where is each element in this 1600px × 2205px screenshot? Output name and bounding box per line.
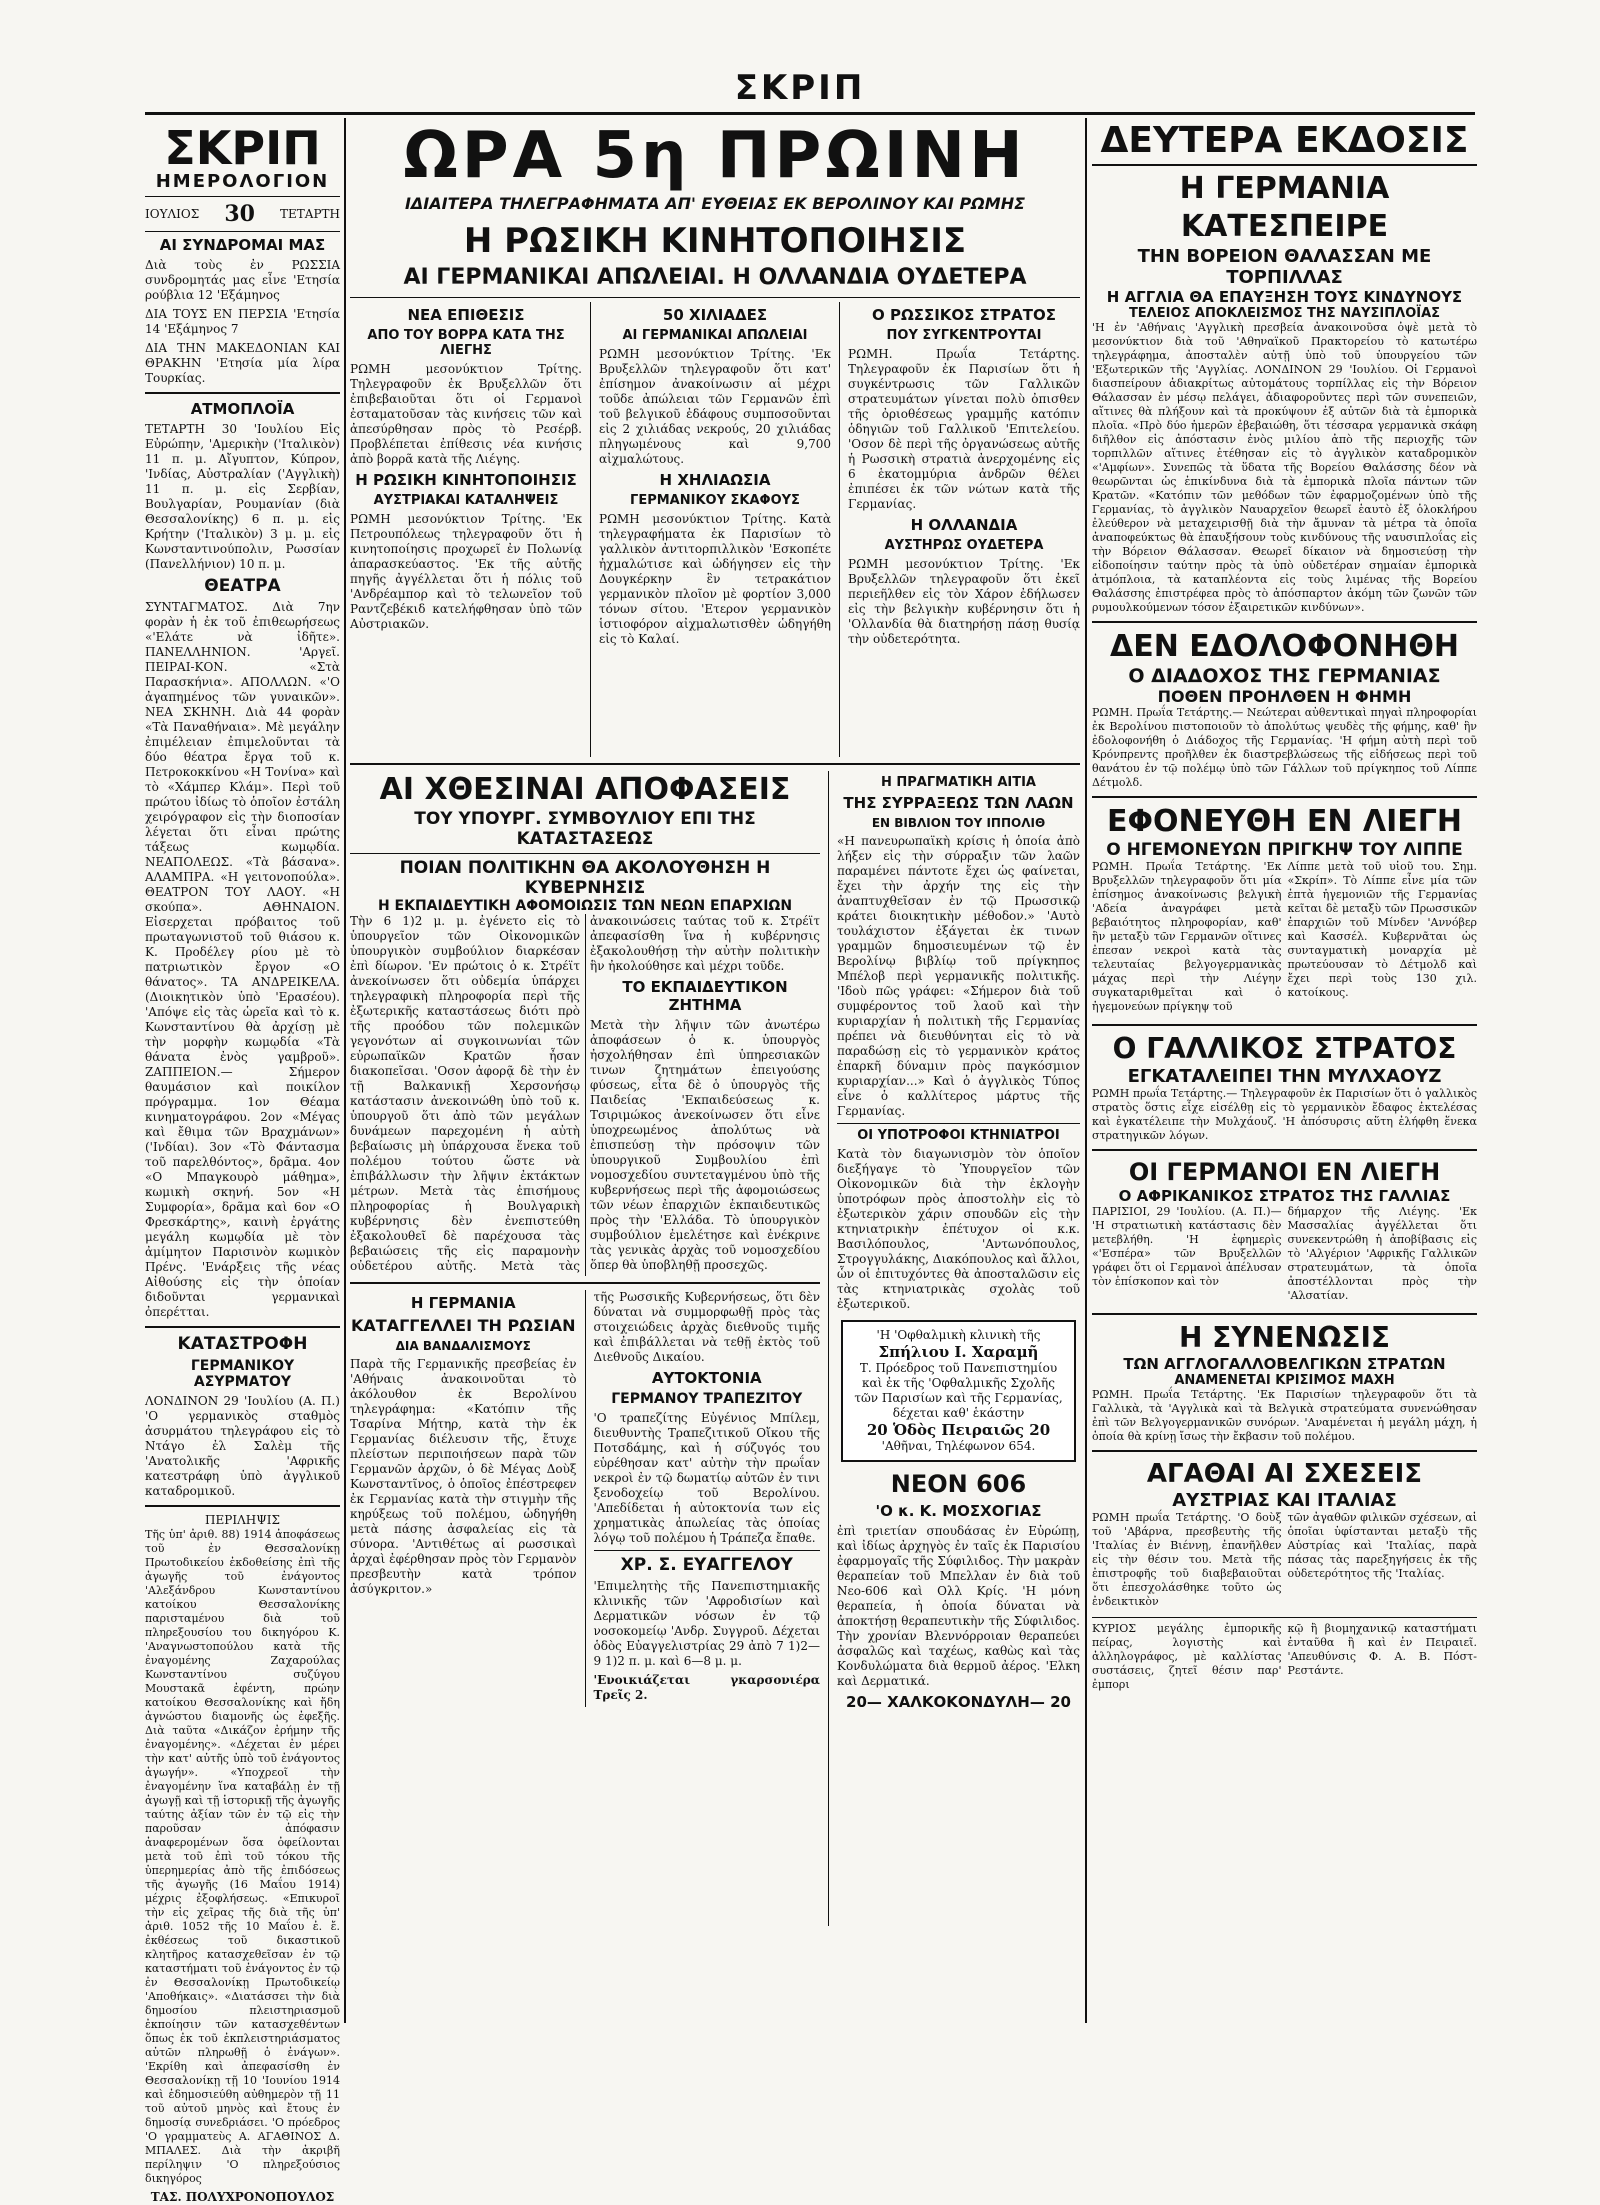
masthead-rule: [145, 112, 1475, 115]
article-heading: Η ΓΕΡΜΑΝΙΑ: [410, 1293, 516, 1312]
article-text: ΡΩΜΗ πρωΐα Τετάρτης.— Τηλεγραφοῦν ἐκ Παρισίων ὅτι ὁ γαλλικὸς στρατὸς ὅστις εἶχε εἰσέλθῃ εἰς τὸ γερμανικὸν ἔδαφος ἐκτελέσας καὶ ἐγκατέλειπε τὴν Μυλχάουζ. 'Η ἀπόσυρσις αὕτη ἐλήφθη ἕνεκα στρατηγικῶν λόγων.: [1092, 1087, 1477, 1142]
article-text: Μετὰ τὴν λῆψιν τῶν ἀνωτέρω ἀποφάσεων ὁ κ. ὑπουργὸς ἠσχολήθησαν ἐπὶ ὑπηρεσιακῶν τινων ζητημάτων ἐπειγούσης φύσεως, εἶτα δὲ ὁ ὑπουργὸς τῆς Παιδείας 'Εκπαιδεύσεως κ. Τσιριμώκος ἀνεκοίνωσεν ὅτι εἶνε ὑποχρεωμένος ἀπολύτως νὰ ἐπισπεύσῃ τὴν πρόσοψιν τῶν ὑπουργικοῦ Συμβουλίου ἐπὶ νομοσχεδίου συντεταγμένου ὑπὸ τῆς κυβερνήσεως περὶ τῆς ἀφομοιώσεως τῶν νέων ἐπαρχιῶν ἐκπαιδευτικῶς πρὸς τὴν 'Ελλάδα. Τὸ ὑπουργικὸν συμβούλιον ἐμελέτησε καὶ ἐνέκρινε τὰς γενικὰς ἀρχὰς τοῦ νομοσχεδίου ὅπερ θὰ ὑποβληθῇ προσεχῶς.: [590, 1018, 820, 1272]
advert-name: Σπήλιου Ι. Χαραμῆ: [878, 1343, 1039, 1361]
article-text: Λίππε μετὰ τοῦ υἱοῦ του. Σημ. «Σκρίπ». Τὸ Λίππε εἶνε μία τῶν ἐπτὰ ἡγεμονιῶν τῆς Γερμανίας κεῖται δὲ μεταξὺ τῶν Πρωσσικῶν ἐπαρχιῶν τοῦ Μίνδεν 'Αννόβερ καὶ Κασσέλ. Κυβερνᾶται ὡς συνταγματικὴ μοναρχία μὲ πρωτεύουσαν τὸ Δέτμολδ καὶ ἔχει περὶ τοὺς 130 χιλ. κατοίκους.: [1287, 860, 1477, 999]
main-headline: Η ΡΩΣΙΚΗ ΚΙΝΗΤΟΠΟΙΗΣΙΣ: [463, 221, 967, 261]
subscriptions-heading: ΑΙ ΣΥΝΔΡΟΜΑΙ ΜΑΣ: [159, 236, 326, 254]
article-headline: ΕΦΟΝΕΥΘΗ ΕΝ ΛΙΕΓΗ: [1106, 804, 1463, 839]
article-subheadline: ΤΩΝ ΑΓΓΛΟΓΑΛΛΟΒΕΛΓΙΚΩΝ ΣΤΡΑΤΩΝ: [1123, 1355, 1446, 1373]
article-text: ΡΩΜΗ. Πρωΐα Τετάρτης. 'Εκ Βρυξελλῶν τηλεγραφοῦν ὅτι μία ἐπίσημος ἀνακοίνωσις βελγικὴ 'Αδεία ἀναγράφει μετὰ βεβαιότητος πληροφορίαν, καθ' ἣν μεταξὺ τῶν Γερμανῶν οἵτινες ἐπεσαν νεκροὶ κατὰ τὰς τελευταίας βελγογερμανικὰς μάχας περὶ τὴν Λιέγην συγκαταριθμεῖται καὶ ὁ ἡγεμονεύων πρίγκηψ τοῦ: [1092, 860, 1282, 1013]
theatre-text: ΣΥΝΤΑΓΜΑΤΟΣ. Διὰ 7ην φορὰν ἡ ἐκ τοῦ ἐπιθεωρήσεως «'Ελάτε νὰ ἰδῆτε». ΠΑΝΕΛΛΗΝΙΟΝ. 'Αργεῖ. ΠΕΙΡΑΙ-ΚΟΝ. «Στὰ Παρασκήνια». ΑΠΟΛΛΩΝ. «'Ο ἀγαπημένος τῶν γυναικῶν». ΝΕΑ ΣΚΗΝΗ. Διὰ 44 φορὰν «Τὰ Παναθήναια». Μὲ μεγάλην ἐπιμέλειαν ἐπιμελοῦνται τὰ δύο θέατρα ἔργα τοῦ κ. Πετροκοκκίνου «Η Τονίνα» καὶ τὸ «Χάμπερ Κλάμ». Περὶ τοῦ πρώτου ἰδίως τὸ ὁποῖον ἐστάλη χειρόγραφον εἰς τὴν διοποσίαν λέγεται ὅτι εἶναι πρώτης τάξεως κωμῳδία. ΝΕΑΠΟΛΕΩΣ. «Τὰ βάσανα». ΑΛΑΜΠΡΑ. «Η γειτονοπούλα». ΘΕΑΤΡΟΝ ΤΟΥ ΛΑΟΥ. «Η σκούπα». ΑΘΗΝΑΙΟΝ. Εἰσερχεται πρόβαιτος τοῦ πρωταγωνιστοῦ τοῦ θιάσου κ. Κ. Προδέλεγ ρίου μὲ τὸ πατριωτικὸν ἔργον «Ο θάνατος». ΤΑ ΑΝΔΡΕΙΚΕΛΑ. (Διοικητικὸν ὑπὸ 'Ερασέου). 'Απόψε εἰς τὰς ὡρεῖα καὶ τὸ κ. Κωνσταντίνου θὰ ἀρχίσῃ μὲ τὴν μορφὴν κωμῳδία «Τὰ θάνατα ἐνὸς γαμβροῦ». ΖΑΠΠΕΙΟΝ.— Σήμερον θαυμάσιον καὶ ποικίλον πρόγραμμα. 1ον Θέαμα κινηματογράφου. 2ον «Μέγας καὶ ἔθιμα τῶν Βραχμάνων» ('Ινδίαι). 3ον «Τὸ Φάντασμα τοῦ παρελθόντος», δρᾶμα. 4ον «Ο Μπαγκουρὸ μάθημα», κωμικὴ σκηνή. 5ον «Η Συμφορία», δρᾶμα καὶ 6ον «Ο Φρεσκάρτης», καινὴ ἐργάτης μεγάλη κωμῳδία μὲ τὸν ἀμίμητον Παρισινὸν κωμικὸν Πρένς. 'Ενάρξεις τῆς νέας Αἰθούσης εἰς τὴν ὁποίαν διδοῦνται γερμανικαὶ ὀπερέτται.: [145, 600, 340, 1319]
article-subheading: ΕΝ ΒΙΒΛΙΟΝ ΤΟΥ ΙΠΠΟΛΙΘ: [871, 816, 1046, 830]
calendar-title: ΣΚΡΙΠ: [164, 121, 321, 175]
article-subheading: ΤΟ ΕΚΠΑΙΔΕΥΤΙΚΟΝ ΖΗΤΗΜΑ: [622, 978, 788, 1014]
article-subheadline: Η ΑΓΓΛΙΑ ΘΑ ΕΠΑΥΞΗΣΗ ΤΟΥΣ ΚΙΝΔΥΝΟΥΣ: [1106, 288, 1463, 306]
notice-signature: ΤΑΣ. ΠΟΛΥΧΡΟΝΟΠΟΥΛΟΣ: [150, 2190, 335, 2204]
article-text: ΡΩΜΗ μεσονύκτιον Τρίτης. 'Εκ Πετρουπόλεως τηλεγραφοῦν ὅτι ἡ κινητοποίησις προχωρεῖ ἐν Πολωνίᾳ ἀπαρασκεύαστος. 'Εκ τῆς αὐτῆς πηγῆς ἀγγέλλεται ὅτι ἡ πόλις τοῦ 'Ανδρέαμπορ καὶ τὸ τελωνεῖον τοῦ Ραντζεβέκιδ κατελήφθησαν ὑπὸ τῶν Αὐστριακῶν.: [350, 512, 582, 631]
left-column: [145, 121, 340, 2204]
banner-subheadline: ΙΔΙΑΙΤΕΡΑ ΤΗΛΕΓΡΑΦΗΜΑΤΑ ΑΠ' ΕΥΘΕΙΑΣ ΕΚ ΒΕΡΟΛΙΝΟΥ ΚΑΙ ΡΩΜΗΣ: [404, 194, 1026, 213]
center-column: [350, 118, 1080, 2023]
advert-text: 'Ενοικιάζεται γκαρσονιέρα Τρεῖς 2.: [593, 1672, 820, 1702]
article-headline: ΟΙ ΓΕΡΜΑΝΟΙ ΕΝ ΛΙΕΓΗ: [1128, 1158, 1441, 1186]
article-german-losses: [599, 302, 831, 757]
article-text: ΠΑΡΙΣΙΟΙ, 29 'Ιουλίου. (Α. Π.)— 'Η στρατιωτικὴ κατάστασις δὲν μετεβλήθη. 'Η ἐφημερὶς «'Εσπέρα» τῶν Βρυξελλῶν γράφει ὅτι οἱ Γερμανοὶ ἀπέλυσαν τὸν ἐπίσκοπον καὶ τὸν: [1092, 1205, 1282, 1288]
advert-address: 20 Ὁδὸς Πειραιῶς 20: [866, 1421, 1051, 1439]
article-heading: ΟΙ ΥΠΟΤΡΟΦΟΙ ΚΤΗΝΙΑΤΡΟΙ: [857, 1128, 1060, 1143]
article-heading: Η ΡΩΣΙΚΗ ΚΙΝΗΤΟΠΟΙΗΣΙΣ: [355, 471, 577, 489]
article-text: Τὴν 6 1)2 μ. μ. ἐγένετο εἰς τὸ ὑπουργεῖον τῶν Οἰκονομικῶν ὑπουργικὸν συμβούλιον διαρκέσαν ἐπὶ δίωρον. 'Εν πρώτοις ὁ κ. Στρέϊτ ἀνεκοίνωσεν ὅτι οὐδεμία ὑπάρχει τηλεγραφικὴ πληροφορία περὶ τῆς ἐξωτερικῆς καταστάσεως διότι πρὸ τῆς προόδου τῶν πολεμικῶν γεγονότων αἱ συγκοινωνίαι τῶν εὐρωπαϊκῶν Κρατῶν ἦσαν διακοπεῖσαι. 'Οσον ἀφορᾷ δὲ τὴν ἐν τῇ Βαλκανικῇ Χερσονήσῳ κατάστασιν ἀνεκοινώθη ὑπὸ τοῦ κ. ὑπουργοῦ ὅτι ἀπὸ τῶν μεγάλων δυνάμεων παρεχομένη ἡ αὐτὴ βεβαίωσις μὴ ὑπάρχουσα ἕνεκα τοῦ πολέμου τούτου ὥστε νὰ ἐπιβάλλωσιν τὴν λῆψιν ἐκτάκτων μέτρων. Μετὰ τὰς ἐπισήμους πληροφορίας ἡ Βουλγαρικὴ κυβέρνησις δὲν ἐνεπιστεύθη ἐξακολουθεῖ δὲ παρέχουσα τὰς βεβαιώσεις τῆς εἰς παραμονὴν οὐδετέρου αὐτῆς. Μετὰ τὰς ἀνακοινώσεις ταύτας τοῦ κ. Στρέϊτ ἀπεφασίσθη ἵνα ἡ κυβέρνησις ἐξακολουθήσῃ τὴν αὐτὴν πολιτικὴν ἣν ἠκολούθησε καὶ μέχρι τοῦδε.: [350, 914, 820, 1273]
advert-address: 20— ΧΑΛΚΟΚΟΝΔΥΛΗ— 20: [846, 1693, 1071, 1711]
wire-subheading: ΓΕΡΜΑΝΙΚΟΥ ΑΣΥΡΜΑΤΟΥ: [190, 1358, 295, 1390]
advert-text: 'Επιμελητὴς τῆς Πανεπιστημιακῆς κλινικῆς τῶν 'Αφροδισίων καὶ Δερματικῶν νόσων ἐν τῷ νοσοκομείῳ 'Ανδρ. Συγγροῦ. Δέχεται ὁδὸς Εὐαγγελιστρίας 29 ἀπὸ 7 1)2—9 1)2 π. μ. καὶ 6—8 μ. μ.: [593, 1578, 820, 1668]
clinic-advert: [841, 1320, 1076, 1462]
article-text: ΡΩΜΗ μεσονύκτιον Τρίτης. Τηλεγραφοῦν ἐκ Βρυξελλῶν ὅτι ἐπιβεβαιοῦται ὅτι οἱ Γερμανοὶ ἐσταματοῦσαν τὰς κινήσεις τῶν καὶ ἀπεσύρθησαν πρὸς τὸ Ρεσέρβ. Προβλέπεται ἐπίθεσις νέα κινήσις ἀπὸ βορρᾶ κατὰ τῆς Λιέγης.: [350, 362, 582, 466]
article-banker-suicide: [594, 1290, 821, 1707]
article-headline: Η ΣΥΝΕΝΩΣΙΣ: [1178, 1321, 1391, 1354]
article-text: «Η πανευρωπαϊκὴ κρίσις ἡ ὁποία ἀπὸ λήξεν εἰς τὴν σύρραξιν τῶν λαῶν παραμένει πάντοτε ἔχει ὡς φαίνεται, ἔχει τὴν ἀρχήν της εἰς τὴν ἀναπτυχθεῖσαν ἐν τῷ Πρωσσικῷ κράτει διοικητικὴν μέθοδον.» 'Αυτὸ τουλάχιστον ἐξάγεται ἐκ τινων γραμμῶν δημοσιευμένων τῷ ἐν Βερολίνῳ βιβλίῳ τοῦ πρίγκηπος Μπέλοβ περὶ γερμανικῆς πολιτικῆς. 'Ιδοὺ πῶς γράφει: «Σήμερον διὰ τοῦ συμφέροντος τοῦ λαοῦ καὶ τὴν κυριαρχίαν ἡ πολιτικὴ τῆς Γερμανίας πρέπει νὰ διευθύνηται εἰς τὸ νὰ παραδώσῃ εἰς τὸ γερμανικὸν κράτος ἐπαρκῆ δύναμιν πρὸς παγκόσμιον κυριαρχίαν...» Καὶ ὁ ἀγγλικὸς Τύπος εἶνε ὁ καλλίτερος μάρτυς τῆς Γερμανίας.: [837, 834, 1080, 1118]
calendar-subtitle: ΗΜΕΡΟΛΟΓΙΟΝ: [155, 171, 330, 192]
article-text: 'Ο τραπεζίτης Εὐγένιος Μπίλεμ, διευθυντὴς Τραπεζιτικοῦ Οἴκου τῆς Ποτσδάμης, καὶ ἡ σύζυγός του εὑρέθησαν κατ' αὐτὴν τὴν πρωΐαν νεκροὶ ἐν τῷ δωματίῳ αὐτῶν ἐν τινι ξενοδοχείῳ τοῦ Βερολίνου. 'Απεδίδεται ἡ αὐτοκτονία των εἰς χρηματικὰς ἀπωλείας τὰς ὁποίας λόγῳ τοῦ πολέμου ἡ Τράπεζα ἔπαθε.: [593, 1410, 820, 1545]
article-heading: Η ΠΡΑΓΜΑΤΙΚΗ ΑΙΤΙΑ: [880, 775, 1036, 790]
notice-heading: ΠΕΡΙΛΗΨΙΣ: [205, 1513, 280, 1527]
article-headline: ΑΓΑΘΑΙ ΑΙ ΣΧΕΣΕΙΣ: [1146, 1459, 1423, 1489]
notice-text: Τῆς ὑπ' ἀριθ. 88) 1914 ἀποφάσεως τοῦ ἐν Θεσσαλονίκῃ Πρωτοδικείου ἐκδοθείσης ἐπὶ τῆς ἀγωγῆς τοῦ ἐνάγοντος 'Αλεξάνδρου Κωνσταντίνου κατοίκου Θεσσαλονίκης παρισταμένου διὰ τοῦ πληρεξουσίου του δικηγόρου Κ. 'Αναγνωστοπούλου κατὰ τῆς ἐναγομένης Ζαχαρούλας Κωνσταντίνου συζύγου Μουστακᾶ ἐφέντη, πρώην κατοίκου Θεσσαλονίκης καὶ ἤδη ἀγνώστου διαμονῆς ὡς ἐφεξῆς. Διὰ ταῦτα «Δικάζον ἐρήμην τῆς ἐναγομένης». «Δέχεται ἐν μέρει τὴν κατ' αὐτῆς ὑπὸ τοῦ ἐνάγοντος ἀγωγήν». «Υποχρεοῖ τὴν ἐναγομένην ἵνα καταβάλῃ ἐν τῇ ἀγωγῇ καὶ τῇ ἱστορικῇ τῆς ἀγωγῆς ταύτης ἀξίαν τῶν ἐν τῷ εἰς τὴν παροῦσαν ἀπόφασιν ἀναφερομένων ὅσα ὀφείλονται μετὰ τοῦ ἐπὶ τοῦ τόκου τῆς ὑπερημερίας ἀπὸ τῆς ἐπιδόσεως τῆς ἀγωγῆς (16 Μαΐου 1914) μέχρις ἐξοφλήσεως. «Επικυροῖ τὴν εἰς χεῖρας τῆς διὰ τῆς ὑπ' ἀριθ. 1052 τῆς 10 Μαΐου ἐ. ἔ. ἐκθέσεως τοῦ δικαστικοῦ κλητῆρος κατασχεθεῖσαν ἐν τῷ καταστήματι τοῦ ἐνάγοντος ἐν τῷ ἐν Θεσσαλονίκῃ Πρωτοδικείῳ 'Αποθήκαις». «Διατάσσει τὴν διὰ δημοσίου πλειστηριασμοῦ ἐκποίησιν τῶν κατασχεθέντων ὅπως ἐκ τοῦ ἐκπλειστηριάσματος αὐτῶν πληρωθῇ ὁ ἐνάγων». 'Εκρίθη καὶ ἀπεφασίσθη ἐν Θεσσαλονίκῃ τῇ 10 'Ιουνίου 1914 καὶ ἐδημοσιεύθη αὐθημερὸν τῇ 11 τοῦ αὐτοῦ μηνὸς καὶ ἔτους ἐν δημοσίᾳ συνεδριάσει. 'Ο πρόεδρος 'Ο γραμματεὺς Α. ΑΓΑΘΙΝΟΣ Δ. ΜΠΑΛΕΣ. Διὰ τὴν ἀκριβῆ περίληψιν 'Ο πληρεξούσιος δικηγόρος: [145, 1528, 340, 2185]
article-heading: ΤΗΣ ΣΥΡΡΑΞΕΩΣ ΤΩΝ ΛΑΩΝ: [843, 794, 1074, 812]
article-heading: Η ΧΗΛΙΑΩΣΙΑ: [659, 471, 771, 489]
advert-heading: ΧΡ. Σ. ΕΥΑΓΓΕΛΟΥ: [620, 1554, 793, 1575]
article-subheadline: ΠΟΘΕΝ ΠΡΟΗΛΘΕΝ Η ΦΗΜΗ: [1157, 687, 1412, 706]
banner-headline: ΩΡΑ 5η ΠΡΩΙΝΗ: [403, 119, 1027, 193]
article-subheadline: ΤΗΝ ΒΟΡΕΙΟΝ ΘΑΛΑΣΣΑΝ ΜΕ ΤΟΡΠΙΛΛΑΣ: [1137, 246, 1432, 288]
column-divider: [1085, 118, 1087, 2023]
article-text: ΡΩΜΗ. Πρωΐα Τετάρτης. Τηλεγραφοῦν ἐκ Παρισίων ὅτι ἡ συγκέντρωσις τῶν Γαλλικῶν στρατευμάτων γίνεται πολὺ ὀπισθεν τῆς ὀριοθέσεως γραμμῆς κατόπιν ὁδηγιῶν τοῦ Γαλλικοῦ 'Επιτελείου. 'Οσον δὲ περὶ τῆς ὀργανώσεως αὐτῆς ἡ Ρωσσικὴ στρατιὰ ἀνερχομένης εἰς 6 ἑκατομμύρια ἀνδρῶν θέλει ἐπιπέσει ἐκ τῶν νώτων κατὰ τῆς Γερμανίας.: [848, 347, 1080, 511]
article-subheading: ΑΠΟ ΤΟΥ ΒΟΡΡΑ ΚΑΤΑ ΤΗΣ ΛΙΕΓΗΣ: [367, 328, 565, 358]
article-subheading: ΠΟΥ ΣΥΓΚΕΝΤΡΟΥΤΑΙ: [886, 328, 1042, 343]
wire-text: ΛΟΝΔΙΝΟΝ 29 'Ιουλίου (Α. Π.) 'Ο γερμανικὸς σταθμὸς ἀσυρμάτου τηλεγράφου εἰς τὸ Ντάγο ἐλ Σαλὲμ τῆς 'Ανατολικῆς 'Αφρικῆς κατεστράφη ὑπὸ ἀγγλικοῦ καταδρομικοῦ.: [145, 1394, 340, 1498]
article-subheadline: ΤΕΛΕΙΟΣ ΑΠΟΚΛΕΙΣΜΟΣ ΤΗΣ ΝΑΥΣΙΠΛΟΪΑΣ: [1128, 306, 1441, 321]
advert-subheading: 'Ο κ. Κ. ΜΟΣΧΟΓΙΑΣ: [875, 1502, 1042, 1520]
advert-text: 'Η 'Οφθαλμικὴ κλινικὴ τῆς: [876, 1328, 1041, 1342]
article-text: δήμαρχον τῆς Λιέγης. 'Εκ Μασσαλίας ἀγγέλλεται ὅτι συνεκεντρώθη ἡ ἀποβίβασις εἰς τὸ 'Αλγέριον 'Αφρικῆς Γαλλικῶν στρατευμάτων, τὰ ὁποῖα ἀποστέλλονται πρὸς τὴν 'Αλσατίαν.: [1287, 1205, 1477, 1302]
article-subheading: ΚΑΤΑΓΓΕΛΛΕΙ ΤΗ ΡΩΣΙΑΝ: [351, 1315, 576, 1335]
article-headline: Ο ΓΑΛΛΙΚΟΣ ΣΤΡΑΤΟΣ: [1112, 1032, 1457, 1065]
article-subheadline: ΑΝΑΜΕΝΕΤΑΙ ΚΡΙΣΙΜΟΣ ΜΑΧΗ: [1174, 1373, 1395, 1388]
article-text: τῆς Ρωσσικῆς Κυβερνήσεως, ὅτι δὲν δύναται νὰ συμμορφωθῇ πρὸς τὰς στοιχειώδεις ἀρχὰς διεθνοῦς τιμῆς καὶ ἐπιβάλλεται νὰ τεθῇ ἐκτὸς τοῦ Διεθνοῦς Δικαίου.: [593, 1289, 820, 1364]
article-subheadline: ΤΟΥ ΥΠΟΥΡΓ. ΣΥΜΒΟΥΛΙΟΥ ΕΠΙ ΤΗΣ ΚΑΤΑΣΤΑΣΕΩΣ: [414, 809, 756, 849]
advert-text: Τ. Πρόεδρος τοῦ Πανεπιστημίου καὶ ἐκ τῆς 'Οφθαλμικῆς Σχολῆς τῶν Παρισίων καὶ τῆς Γερμανίας, δέχεται καθ' ἑκάστην: [854, 1361, 1063, 1420]
article-russian-army: [848, 302, 1080, 757]
second-edition-heading: ΔΕΥΤΕΡΑ ΕΚΔΟΣΙΣ: [1092, 118, 1477, 166]
article-text: 'Η ἐν 'Αθήναις 'Αγγλικὴ πρεσβεία ἀνακοινοῦσα ὀψὲ μετὰ τὸ μεσονύκτιον διὰ τοῦ 'Αθηναϊκοῦ Πρακτορείου τὸ κατωτέρω τηλεγράφημα, ἀποσταλὲν αὐτῇ ὑπὸ τοῦ ὑπουργείου τῶν 'Εξωτερικῶν τῆς 'Αγγλίας. ΛΟΝΔΙΝΟΝ 29 'Ιουλίου. Οἱ Γερμανοὶ διασπείρουν ἀδιακρίτως αὐτομάτους τορπίλλας εἰς τὴν Βόρειον Θάλασσαν ἐν μέσῳ πελάγει, ἀδιαφοροῦντες περὶ τῶν συνεπειῶν, αἵτινες θὰ πλήξουν καὶ τὰ προκύψουν ἐξ αὐτῶν διὰ τὰ ἐμπορικὰ πλοῖα. «Πρὸ δύο ἡμερῶν ἐβεβαιώθη, ὅτι τέσσαρα γερμανικὰ σκάφη διῆλθον εἰς ἀπόστασιν ἐνὸς μιλίου ἀπὸ τῆς περιοχῆς τῶν τορπιλλῶν αἵτινες ἐτέθησαν εἰς τὸ ἀγγλικὸν καταδρομικὸν «'Αμφίων». Συνεπῶς τὰ ὕδατα τῆς Βορείου Θαλάσσης δέον νὰ θεωρῶνται ὡς ἐπικίνδυνα διὰ τὰ ἐμπορικὰ πλοῖα πάντων τῶν Κρατῶν. «Κατόπιν τῶν μεθόδων τῶν ἐφαρμοζομένων ὑπὸ τῆς Γερμανίας, τὸ ἀγγλικὸν Ναυαρχεῖον θεωρεῖ ἑαυτὸ ἐξ ὁλοκλήρου ἐλεύθερον νὰ μεταχειρισθῇ διὰ τὴν ἄμυναν τὰ μέτρα τὰ ὁποῖα ἀναποφεύκτως θὰ ἐπαυξήσουν τοὺς κινδύνους τῆς ναυσιπλοΐας εἰς τὴν Βόρειον Θάλασσαν. Θεωρεῖ δίκαιον νὰ δημοσιεύσῃ τὴν εἰδοποίησιν ταύτην πρὸς τὰ ὑπὸ οὐδετέραν σημαίαν ἐμπορικὰ ἀτμόπλοια, τὰ καταπλέοντα εἰς τοὺς λιμένας τῆς Βορείου Θαλάσσης ἐπιστρέφεα πρὸς τὸ ἀπόσπαρτον ἀκόμη τῶν ζωνῶν τῶν ρυμουλκούμενων τόσον ἐξαιρετικῶν κινδύνων».: [1092, 321, 1477, 614]
article-heading: Ο ΡΩΣΣΙΚΟΣ ΣΤΡΑΤΟΣ: [872, 306, 1056, 324]
article-text: ΡΩΜΗ. Πρωΐα Τετάρτης.— Νεώτεραι αὐθεντικαὶ πηγαὶ πληροφορίαι ἐκ Βερολίνου πιστοποιοῦν τὸ ἀπολύτως ψευδὲς τῆς φήμης, καθ' ἣν ἐδολοφονήθη ὁ Διάδοχος τῆς Γερμανίας. 'Η φήμη αὐτὴ περὶ τοῦ Κρόνπρεντς προῆλθεν ἐκ διαστρεβλώσεως τῆς εἰδήσεως περὶ τοῦ θανάτου ἐν τῷ πολέμῳ ὑπὸ τῶν Γάλλων τοῦ πρίγκηπος τοῦ Λίππε Δέτμολδ.: [1092, 706, 1477, 789]
article-heading: 50 ΧΙΛΙΑΔΕΣ: [662, 306, 768, 324]
article-subheadline: Ο ΑΦΡΙΚΑΝΙΚΟΣ ΣΤΡΑΤΟΣ ΤΗΣ ΓΑΛΛΙΑΣ: [1118, 1187, 1451, 1205]
article-headline: ΔΕΝ ΕΔΟΛΟΦΟΝΗΘΗ: [1109, 629, 1460, 664]
article-new-attack: [350, 302, 582, 757]
ships-text: ΤΕΤΑΡΤΗ 30 'Ιουλίου Εἰς Εὐρώπην, 'Αμερικὴν ('Ιταλικὸν) 11 π. μ. Αἴγυπτον, Κύπρον, 'Ινδίας, Αὐστραλίαν ('Αγγλικὴ) 11 π. μ. εἰς Σερβίαν, Βουλγαρίαν, Ρουμανίαν (διὰ Θεσσαλονίκης) 6 π. μ. εἰς Κρήτην ('Ιταλικὸν) 3 μ. μ. εἰς Κωνσταντινούπολιν, Ρωσσίαν (Πανελλήνιον) 10 π. μ.: [145, 422, 340, 571]
article-subheading: ΑΙ ΓΕΡΜΑΝΙΚΑΙ ΑΠΩΛΕΙΑΙ: [622, 328, 808, 343]
article-subheadline: Ο ΔΙΑΔΟΧΟΣ ΤΗΣ ΓΕΡΜΑΝΙΑΣ: [1128, 665, 1441, 687]
article-text: τῶν ἀγαθῶν φιλικῶν σχέσεων, αἱ ὁποῖαι ὑφίστανται μεταξὺ τῆς Αὐστρίας καὶ 'Ιταλίας, παρὰ πάσας τὰς παρεξηγήσεις ἐκ τῆς οὐδετερότητος τῆς 'Ιταλίας.: [1287, 1511, 1477, 1580]
article-text: ΡΩΜΗ μεσονύκτιον Τρίτης. 'Εκ Βρυξελλῶν τηλεγραφοῦν ὅτι ἐκεῖ περιεῆλθεν εἰς τὸν Χάρον ἐδήλωσεν εἰς τὴν βελγικὴν κυβέρνησιν ὅτι ἡ 'Ολλανδία θὰ διατηρήσῃ πάσῃ θυσίᾳ τὴν οὐδετερότητα.: [848, 557, 1080, 646]
article-headline: Η ΓΕΡΜΑΝΙΑ ΚΑΤΕΣΠΕΙΡΕ: [1179, 171, 1390, 244]
column-divider: [344, 118, 346, 2023]
article-subheading: ΑΥΣΤΗΡΩΣ ΟΥΔΕΤΕΡΑ: [884, 538, 1044, 553]
right-column: [1092, 118, 1477, 2023]
article-subheading: ΓΕΡΜΑΝΙΚΟΥ ΣΚΑΦΟΥΣ: [630, 493, 800, 508]
advert-heading: ΝΕΟΝ 606: [890, 1470, 1027, 1498]
article-heading: ΑΥΤΟΚΤΟΝΙΑ: [651, 1368, 762, 1387]
classified-text: ΚΥΡΙΟΣ μεγάλης ἐμπορικῆς πείρας, λογιστὴς καὶ ἀλληλογράφος, μὲ καλλίστας συστάσεις, ζητεῖ θέσιν παρ' ἐμπορι: [1092, 1622, 1282, 1691]
article-subheading: ΓΕΡΜΑΝΟΥ ΤΡΑΠΕΖΙΤΟΥ: [611, 1390, 803, 1407]
article-text: Παρὰ τῆς Γερμανικῆς πρεσβείας ἐν 'Αθήναις ἀνακοινοῦται τὸ ἀκόλουθον ἐκ Βερολίνου τηλεγράφημα: «Κατόπιν τῆς Τσαρίνα Μήτηρ, κατὰ τὴν ἐκ Γερμανίας διέλευσιν τῆς, ἔτυχε πλείστων περιποιήσεων παρὰ τῶν Γερμανῶν ἀρχῶν, ὁ δὲ Μέγας Δοὺξ Κωνσταντῖνος, ὁ ὁποῖος ἐπέστρεφεν ἐκ Γερμανίας κατὰ τὴν στιγμὴν τῆς κηρύξεως τοῦ πολέμου, ὡδηγήθη μετὰ πάσης ἀσφαλείας εἰς τὰ σύνορα. 'Αντιθέτως αἱ ρωσσικαὶ ἀρχαὶ ἐφέρθησαν πρὸς τὸν Γερμανὸν πρεσβευτὴν κατὰ τρόπον ἀσύγκριτον.»: [350, 1356, 577, 1596]
ships-heading: ΑΤΜΟΠΛΟΪΑ: [190, 400, 295, 418]
article-real-cause: [837, 771, 1080, 1926]
wire-heading: ΚΑΤΑΣΤΡΟΦΗ: [177, 1334, 308, 1354]
article-subheadline: Ο ΗΓΕΜΟΝΕΥΩΝ ΠΡΙΓΚΗΨ ΤΟΥ ΛΙΠΠΕ: [1106, 840, 1463, 860]
article-text: ΡΩΜΗ. Πρωΐα Τετάρτης. 'Εκ Παρισίων τηλεγραφοῦν ὅτι τὰ Γαλλικὰ, τὰ 'Αγγλικὰ καὶ τὰ Βελγικὰ στρατεύματα συνενώθησαν ἐπὶ τῶν Βελγογερμανικῶν συνόρων. 'Αναμένεται ἡ μεγάλη μάχη, ἡ ὁποία θὰ κρίνῃ ἴσως τὴν ἔκβασιν τοῦ πολέμου.: [1092, 1388, 1477, 1443]
article-heading: ΝΕΑ ΕΠΙΘΕΣΙΣ: [407, 306, 525, 324]
article-text: ΡΩΜΗ μεσονύκτιον Τρίτης. 'Εκ Βρυξελλῶν τηλεγραφοῦν ὅτι κατ' ἐπίσημον ἀνακοίνωσιν αἱ μέχρι τοῦδε ἀπώλειαι τῶν Γερμανῶν ἐπὶ τοῦ βελγικοῦ ἐδάφους συμποσοῦνται εἰς 2 χιλιάδας νεκρούς, 20 χιλιάδας πληγωμένους καὶ 9,700 αἰχμαλώτους.: [599, 347, 831, 466]
article-heading: Η ΟΛΛΑΝΔΙΑ: [910, 516, 1018, 534]
article-subheadline: ΠΟΙΑΝ ΠΟΛΙΤΙΚΗΝ ΘΑ ΑΚΟΛΟΥΘΗΣΗ Η ΚΥΒΕΡΝΗΣΙΣ: [399, 858, 771, 898]
article-text: ΡΩΜΗ μεσονύκτιον Τρίτης. Κατὰ τηλεγραφήματα ἐκ Παρισίων τὸ γαλλικὸν ἀντιτορπιλλικὸν 'Εσκοπέτε ἠχμαλώτισε καὶ ὡδήγησεν εἰς τὴν Δουγκέρκην ἓν τετρακάτιον γερμανικὸν πλοῖον μὲ φορτίον 3,000 τόνων σίτου. 'Ετερον γερμανικὸν ἱστιοφόρον αἰχμαλωτισθὲν ὡδηγήθη εἰς τὸ Καλαί.: [599, 512, 831, 646]
top-three-columns: [350, 302, 1080, 757]
article-subheadline: Η ΕΚΠΑΙΔΕΥΤΙΚΗ ΑΦΟΜΟΙΩΣΙΣ ΤΩΝ ΝΕΩΝ ΕΠΑΡΧΙΩΝ: [377, 898, 793, 914]
subscription-line: ΔΙΑ ΤΟΥΣ ΕΝ ΠΕΡΣΙΑ 'Ετησία 14 'Εξάμηνος 7: [145, 307, 340, 336]
article-subheading: ΔΙΑ ΒΑΝΔΑΛΙΣΜΟΥΣ: [395, 1338, 531, 1353]
advert-text: ἐπὶ τριετίαν σπουδάσας ἐν Εὐρώπῃ, καὶ ἰδίως ἀρχηγὸς ἐν ταῖς ἐκ Παρισίου ἐφαρμογαῖς τῆς Σύφιλιδος. Τὴν μακρὰν θεραπείαν τοῦ Μπελλαν ἐν διὰ τοῦ Νεο-606 καὶ Ολλ Κρίς. 'Η μόνη θεραπεία, ἡ ὁποία δύναται νὰ ἀποκτήσῃ θεραπευτικὴν τῆς Σύφιλιδος. Τὴν χρονίαν Βλεννόρροιαν θεραπεύει ἀσφαλῶς καὶ ταχέως, καθὼς καὶ τὰς Κονδυλώματα διὰ θερμοῦ ἀέρος. 'Ελκη καὶ Δερματικά.: [837, 1524, 1080, 1688]
lower-center-area: [350, 771, 1080, 1926]
article-text: ΡΩΜΗ πρωΐα Τετάρτης. 'Ο δοὺξ τοῦ 'Αβάρνα, πρεσβευτὴς τῆς 'Ιταλίας ἐν Βιέννῃ, ἐπανῆλθεν εἰς τὴν θέσιν του. Μετὰ τῆς ἐπιστροφῆς τοῦ διαβεβαιοῦται ὅτι ἐπεσχολάσθηκε τοῦτο ὡς ἐνδεικτικὸν: [1092, 1511, 1282, 1608]
article-cabinet-decisions: [350, 771, 820, 1926]
subscription-line: ΔΙΑ ΤΗΝ ΜΑΚΕΔΟΝΙΑΝ ΚΑΙ ΘΡΑΚΗΝ 'Ετησία μία λίρα Τουρκίας.: [145, 341, 340, 385]
page-masthead: ΣΚΡΙΠ: [734, 68, 866, 108]
advert-text: 'Αθῆναι, Τηλέφωνον 654.: [881, 1439, 1036, 1453]
article-subheadline: ΑΥΣΤΡΙΑΣ ΚΑΙ ΙΤΑΛΙΑΣ: [1172, 1490, 1397, 1511]
main-subheadline: ΑΙ ΓΕΡΜΑΝΙΚΑΙ ΑΠΩΛΕΙΑΙ. Η ΟΛΛΑΝΔΙΑ ΟΥΔΕΤΕΡΑ: [403, 265, 1027, 290]
calendar-date: ΙΟΥΛΙΟΣ 30 ΤΕΤΑΡΤΗ: [145, 201, 340, 227]
theatre-heading: ΘΕΑΤΡΑ: [204, 576, 281, 596]
classified-text: κῷ ἢ βιομηχανικῷ καταστήματι ἐνταῦθα ἢ καὶ ἐν Πειραιεῖ. 'Απευθύνσις Φ. Α. Β. Πόστ-Ρεστάντε.: [1287, 1622, 1477, 1677]
article-headline: ΑΙ ΧΘΕΣΙΝΑΙ ΑΠΟΦΑΣΕΙΣ: [379, 772, 791, 807]
subscription-line: Διὰ τοὺς ἐν ΡΩΣΣΙΑ συνδρομητάς μας εἶνε 'Ετησία ρούβλια 12 'Εξάμηνος: [145, 258, 340, 302]
article-germany-accuses: [350, 1290, 577, 1707]
article-text: Κατὰ τὸν διαγωνισμὸν τὸν ὁποῖον διεξήγαγε τὸ Ὑπουργεῖον τῶν Οἰκονομικῶν διὰ τὴν ἐκλογὴν ὑποτρόφων πρὸς ἀποστολὴν εἰς τὸ ἐξωτερικὸν χάριν σπουδῶν εἰς τὴν κτηνιατρικὴν ἐπέτυχον οἱ κ.κ. Βασιλόπουλος, 'Αντωνόπουλος, Στρογγυλάκης, Διακόπουλος καὶ ἄλλοι, ὧν οἱ ἐπιτυχόντες θὰ ἀποσταλῶσιν εἰς τὰς κτηνιατρικὰς σχολὰς τοῦ ἐξωτερικοῦ.: [837, 1147, 1080, 1311]
article-subheading: ΑΥΣΤΡΙΑΚΑΙ ΚΑΤΑΛΗΨΕΙΣ: [373, 493, 559, 508]
article-subheadline: ΕΓΚΑΤΑΛΕΙΠΕΙ ΤΗΝ ΜΥΛΧΑΟΥΖ: [1127, 1066, 1442, 1087]
